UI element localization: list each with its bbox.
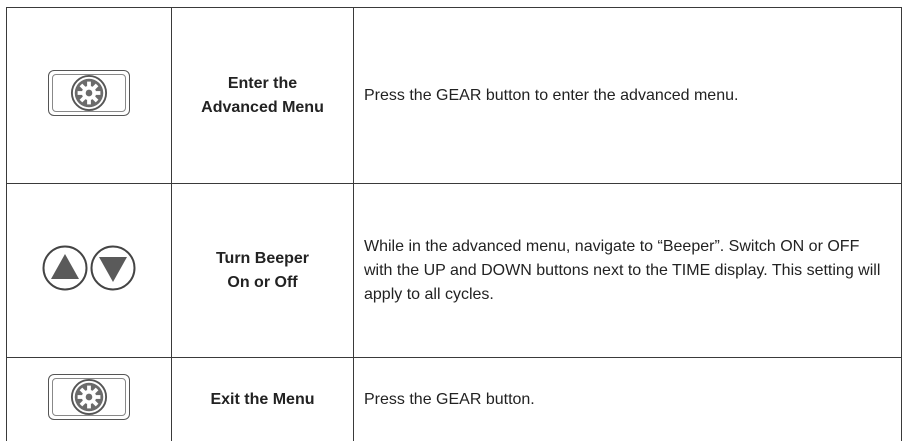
description-cell [354, 184, 902, 358]
table-row [7, 358, 902, 442]
down-arrow-icon [90, 245, 136, 291]
description-cell [354, 358, 902, 442]
gear-button[interactable] [48, 374, 130, 420]
gear-button[interactable] [48, 70, 130, 116]
step-description: Press the GEAR button. [364, 390, 535, 408]
up-arrow-icon [42, 245, 88, 291]
title-cell [172, 8, 354, 184]
instructions-table [6, 7, 902, 441]
table-row [7, 184, 902, 358]
icon-cell [7, 358, 172, 442]
step-title: Exit the Menu [210, 390, 315, 408]
icon-cell [7, 8, 172, 184]
step-description: Press the GEAR button to enter the advanced menu. [364, 86, 739, 104]
table-row [7, 8, 902, 184]
step-description: While in the advanced menu, navigate to “Beeper”. Switch ON or OFF with the UP and DOWN buttons next to the TIME display. This setting will apply to all cycles. [364, 237, 881, 303]
step-title: Turn Beeper On or Off [215, 249, 310, 291]
icon-cell [7, 184, 172, 358]
gear-icon [70, 74, 108, 112]
description-cell [354, 8, 902, 184]
down-button[interactable] [90, 245, 136, 291]
title-cell [172, 184, 354, 358]
gear-icon [70, 378, 108, 416]
title-cell [172, 358, 354, 442]
arrow-button-pair [42, 245, 136, 291]
step-title: Enter the Advanced Menu [201, 74, 324, 116]
up-button[interactable] [42, 245, 88, 291]
